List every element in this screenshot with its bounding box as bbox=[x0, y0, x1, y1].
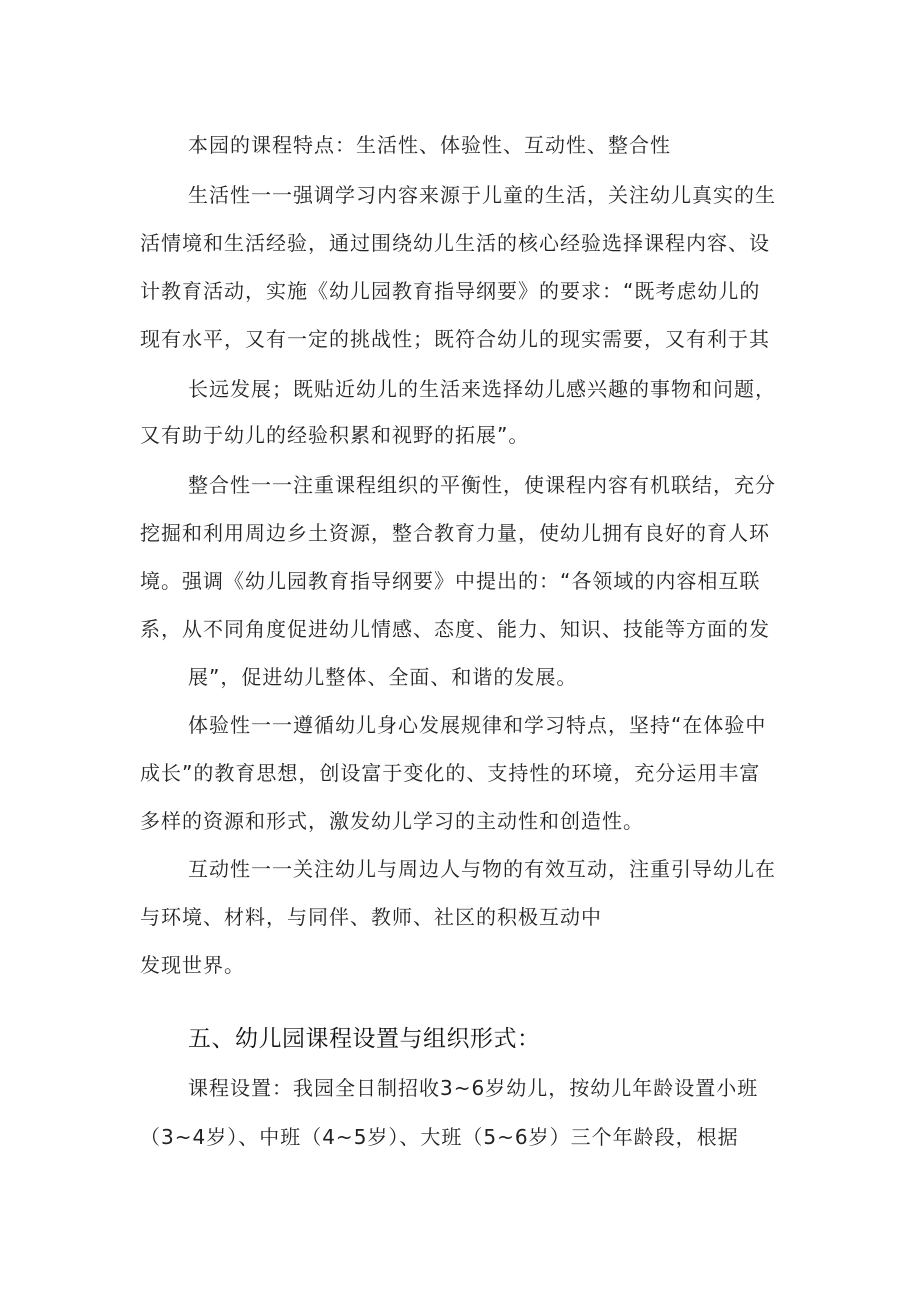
life-paragraph-line-3: 计教育活动，实施《幼儿园教育指导纲要》的要求：“既考虑幼儿的 bbox=[140, 279, 761, 303]
interaction-paragraph-line-3: 发现世界。 bbox=[140, 953, 245, 977]
section-heading: 五、幼儿园课程设置与组织形式： bbox=[188, 1026, 541, 1052]
experience-paragraph-line-1: 体验性一一遵循幼儿身心发展规律和学习特点，坚持“在体验中 bbox=[188, 713, 767, 737]
life-paragraph-line-4: 现有水平，又有一定的挑战性；既符合幼儿的现实需要，又有利于其 bbox=[140, 327, 770, 351]
life-paragraph-line-5: 长远发展；既贴近幼儿的生活来选择幼儿感兴趣的事物和问题， bbox=[188, 377, 776, 401]
life-paragraph-line-1: 生活性一一强调学习内容来源于儿童的生活，关注幼儿真实的生 bbox=[188, 183, 776, 207]
integration-paragraph-line-4: 系，从不同角度促进幼儿情感、态度、能力、知识、技能等方面的发 bbox=[140, 617, 770, 641]
integration-paragraph-line-3: 境。强调《幼儿园教育指导纲要》中提出的：“各领域的内容相互联 bbox=[140, 569, 761, 593]
integration-paragraph-line-2: 挖掘和利用周边乡土资源，整合教育力量，使幼儿拥有良好的育人环 bbox=[140, 521, 770, 545]
interaction-paragraph-line-1: 互动性一一关注幼儿与周边人与物的有效互动，注重引导幼儿在 bbox=[188, 857, 776, 881]
life-paragraph-line-6: 又有助于幼儿的经验积累和视野的拓展”。 bbox=[140, 423, 530, 447]
curriculum-paragraph-line-1: 课程设置：我园全日制招收3~6岁幼儿，按幼儿年龄设置小班 bbox=[188, 1076, 759, 1100]
features-title: 本园的课程特点：生活性、体验性、互动性、整合性 bbox=[188, 133, 671, 157]
integration-paragraph-line-1: 整合性一一注重课程组织的平衡性，使课程内容有机联结，充分 bbox=[188, 473, 776, 497]
integration-paragraph-line-5: 展”，促进幼儿整体、全面、和谐的发展。 bbox=[188, 665, 578, 689]
interaction-paragraph-line-2: 与环境、材料，与同伴、教师、社区的积极互动中 bbox=[140, 905, 602, 929]
curriculum-paragraph-line-2: （3~4岁）、中班（4~5岁）、大班（5~6岁）三个年龄段，根据 bbox=[140, 1125, 739, 1149]
life-paragraph-line-2: 活情境和生活经验，通过围绕幼儿生活的核心经验选择课程内容、设 bbox=[140, 231, 770, 255]
experience-paragraph-line-2: 成长”的教育思想，创设富于变化的、支持性的环境，充分运用丰富 bbox=[140, 761, 761, 785]
experience-paragraph-line-3: 多样的资源和形式，激发幼儿学习的主动性和创造性。 bbox=[140, 809, 644, 833]
